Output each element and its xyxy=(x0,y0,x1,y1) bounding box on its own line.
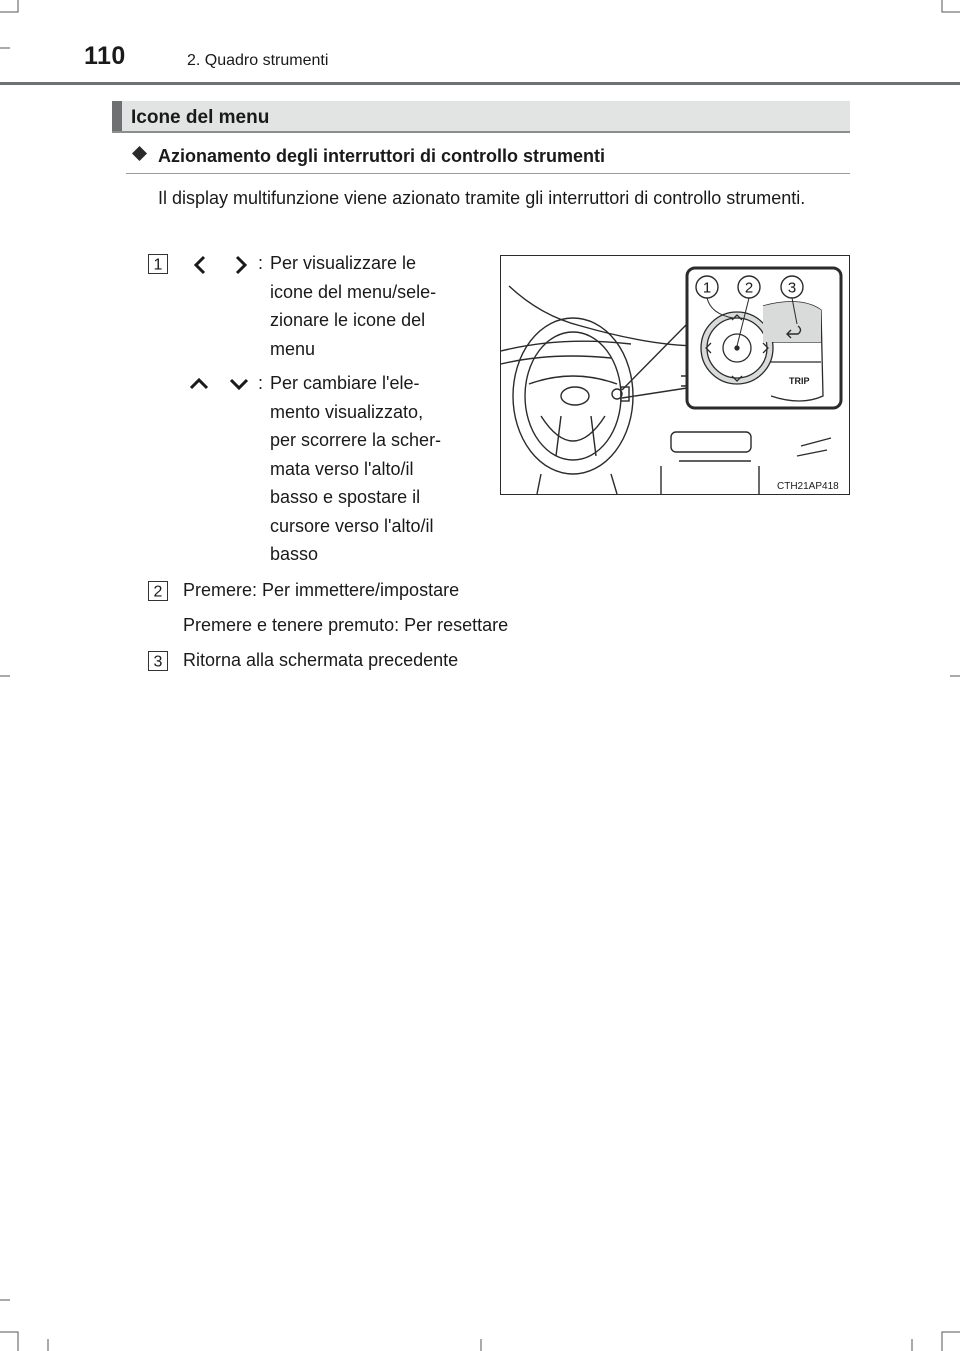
colon-separator: : xyxy=(258,373,264,393)
callout-1: 1 xyxy=(702,279,712,297)
section-bar-accent xyxy=(112,101,122,131)
svg-text:2: 2 xyxy=(153,583,163,601)
page-number: 110 xyxy=(84,42,126,70)
desc-line: mento visualizzato, xyxy=(270,401,424,422)
chevron-down-icon xyxy=(228,373,250,395)
colon-separator: : xyxy=(258,253,264,273)
section-title-bar xyxy=(112,101,850,133)
dashboard-drawing xyxy=(501,256,849,494)
subsection-rule xyxy=(126,173,850,174)
callout-3: 3 xyxy=(787,279,797,297)
item-3-line-1: Ritorna alla schermata precedente xyxy=(183,650,459,670)
item-number-3 xyxy=(148,651,168,671)
item-number-2 xyxy=(148,581,168,601)
chevron-right-icon xyxy=(229,254,251,276)
running-head: 2. Quadro strumenti xyxy=(187,52,329,69)
svg-text:1: 1 xyxy=(153,256,163,274)
item-number-1 xyxy=(148,254,168,274)
item-2-line-1: Premere: Per immettere/impostare xyxy=(183,580,460,600)
figure-code: CTH21AP418 xyxy=(777,481,839,492)
section-title: Icone del menu xyxy=(131,107,270,128)
desc-line: icone del menu/sele- xyxy=(270,281,437,302)
trip-button-label: TRIP xyxy=(789,376,810,386)
chevron-up-icon xyxy=(188,373,210,395)
steering-wheel-illustration xyxy=(500,255,850,495)
desc-line: mata verso l'alto/il xyxy=(270,458,414,479)
desc-line: Per visualizzare le xyxy=(270,253,417,273)
svg-text:3: 3 xyxy=(153,653,163,671)
subsection-title: Azionamento degli interruttori di controllo strumenti xyxy=(158,146,606,166)
header-rule xyxy=(0,82,960,85)
desc-line: basso xyxy=(270,544,319,564)
callout-2: 2 xyxy=(744,279,754,297)
diamond-bullet-icon xyxy=(132,146,147,161)
item-1-description-b xyxy=(270,369,480,569)
item-2-line-2: Premere e tenere premuto: Per resettare xyxy=(183,615,509,635)
desc-line: basso e spostare il xyxy=(270,487,421,507)
desc-line: zionare le icone del xyxy=(270,310,426,330)
item-1-description-a xyxy=(270,249,480,363)
intro-paragraph: Il display multifunzione viene azionato tramite gli interruttori di controllo strumenti. xyxy=(158,188,806,208)
chevron-left-icon xyxy=(190,254,212,276)
desc-line: Per cambiare l'ele- xyxy=(270,373,420,393)
desc-line: cursore verso l'alto/il xyxy=(270,515,434,536)
desc-line: per scorrere la scher- xyxy=(270,430,442,450)
desc-line: menu xyxy=(270,338,316,359)
